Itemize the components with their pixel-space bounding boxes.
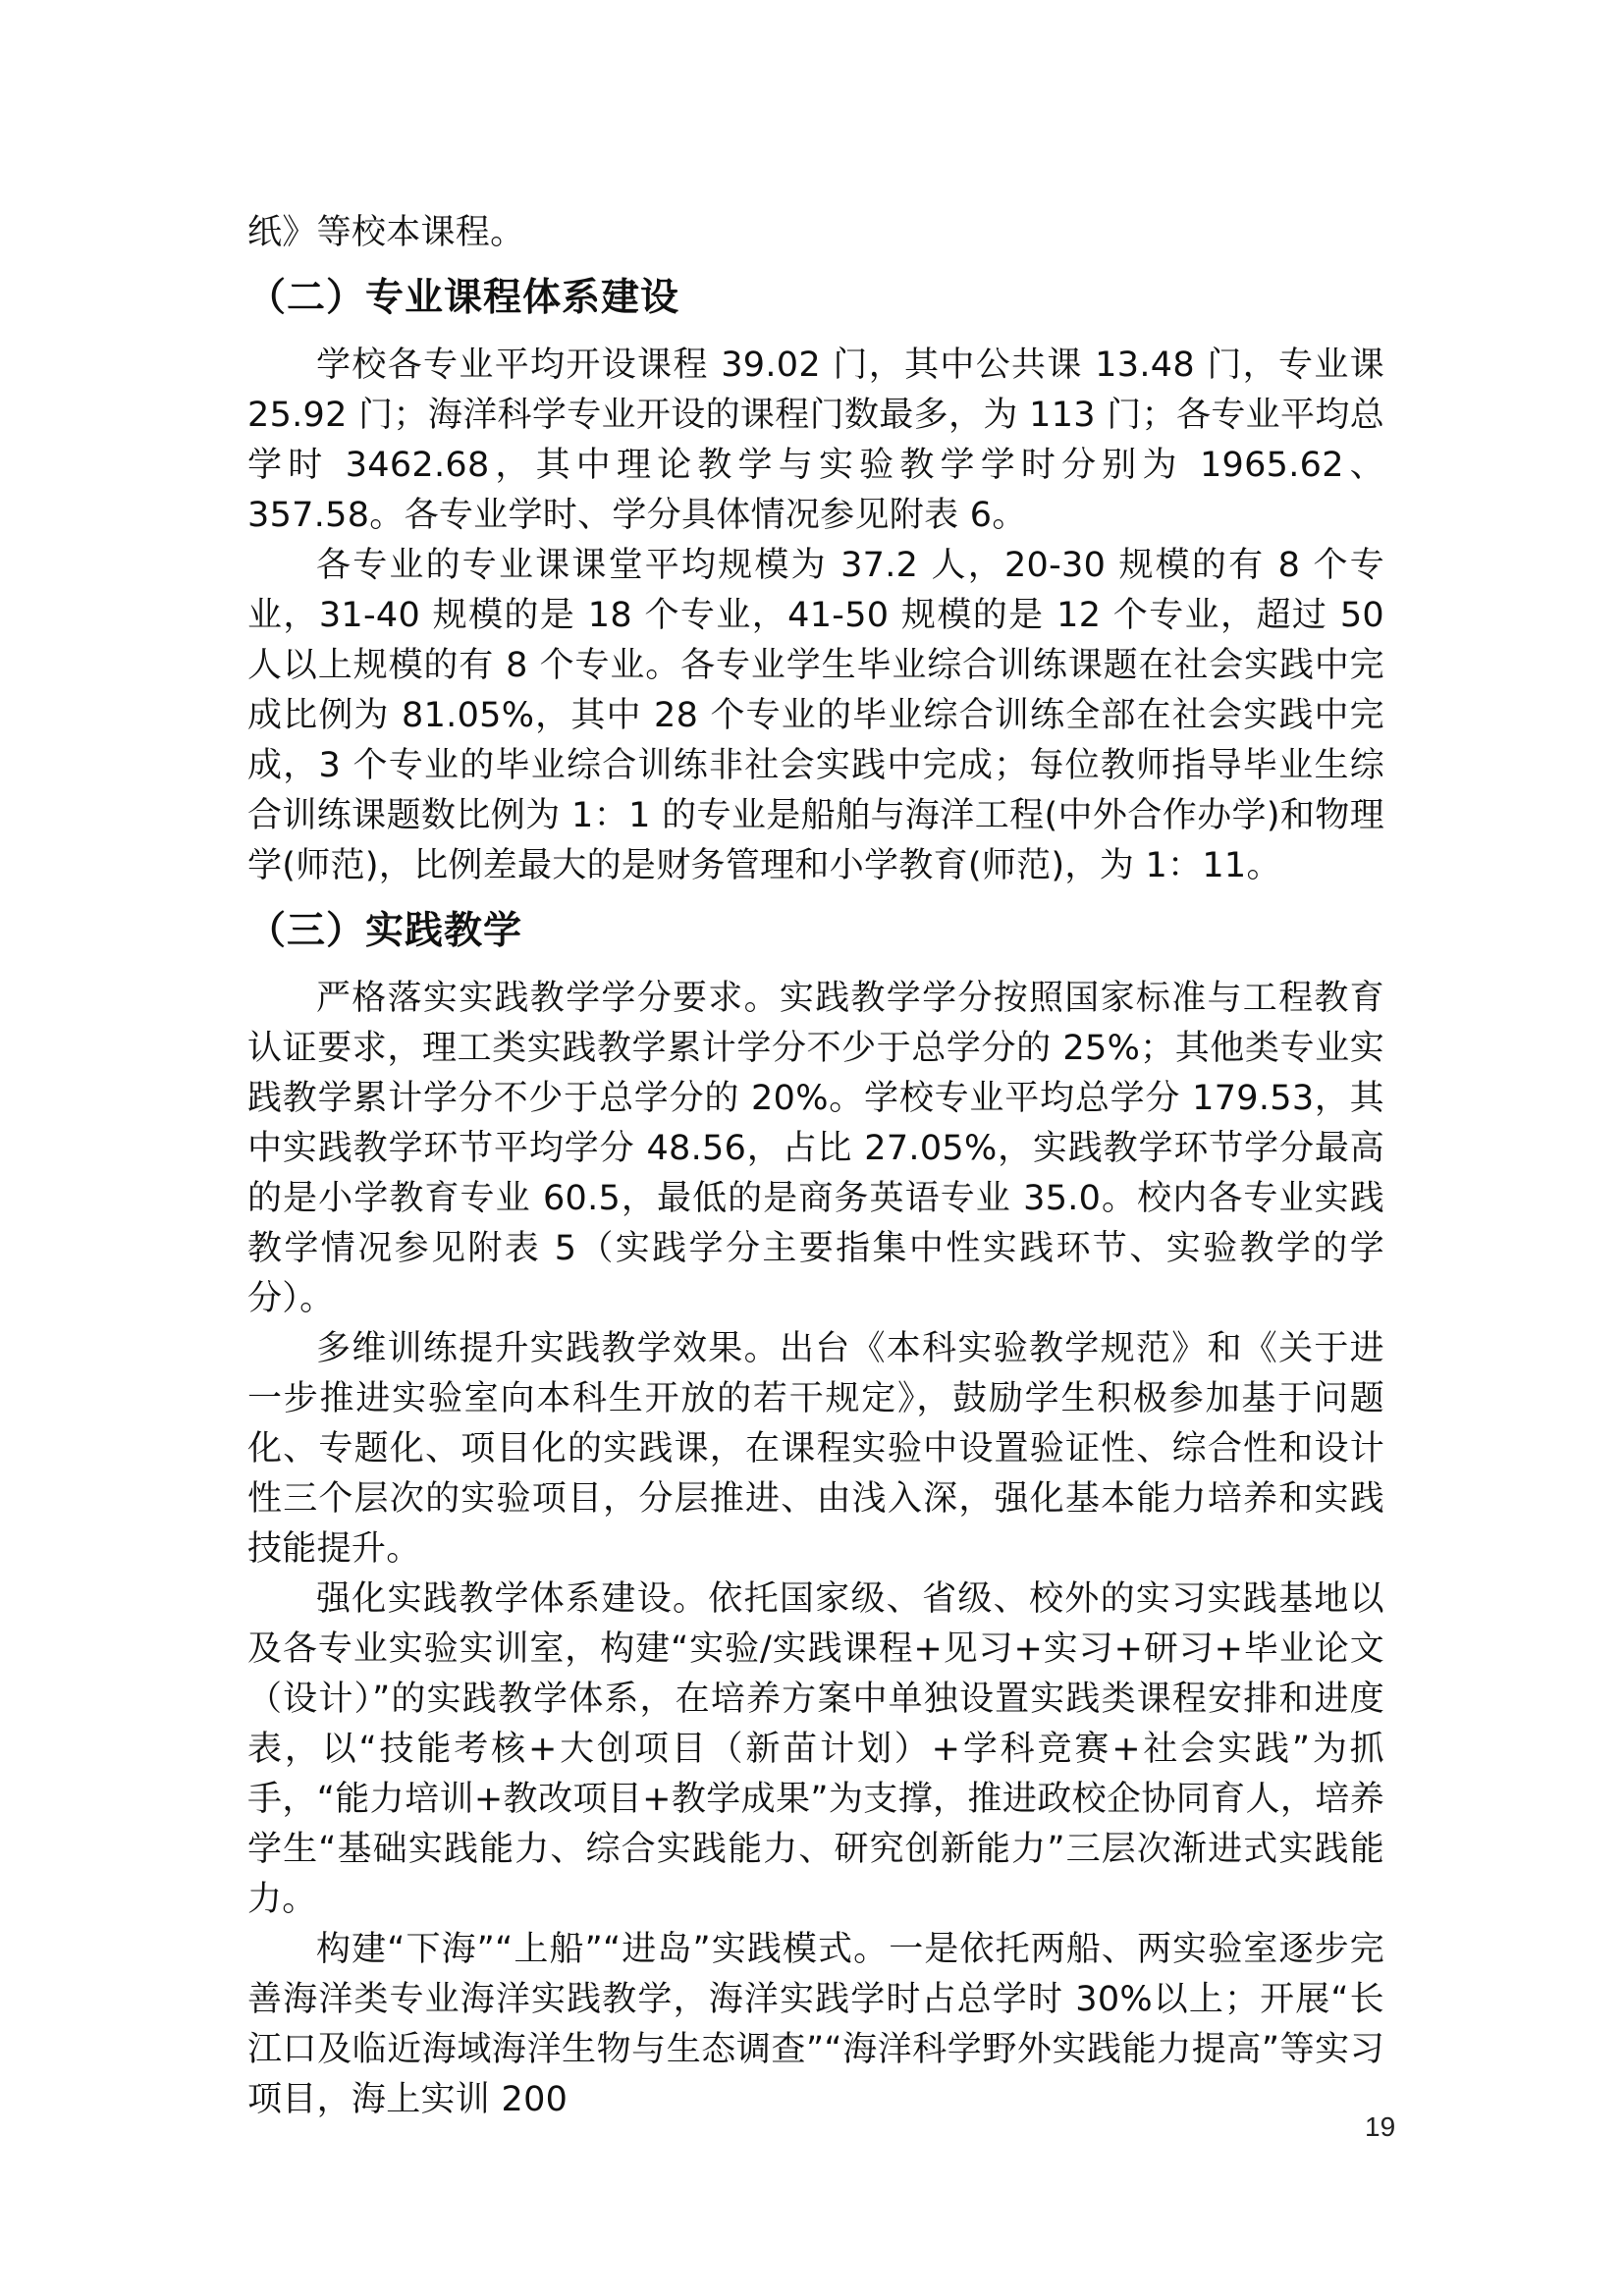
paragraph-practice-credits: 严格落实实践教学学分要求。实践教学学分按照国家标准与工程教育认证要求，理工类实践教学累计学分不少于总学分的 25%；其他类专业实践教学累计学分不少于总学分的 20%。学校专业平均总学分 179.53，其中实践教学环节平均学分 48.56，占比 27.05%，实践教学环节学分最高的是小学教育专业 60.5，最低的是商务英语专业 35.0。校内各专业实践教学情况参见附表 5（实践学分主要指集中性实践环节、实验教学的学分）。 — [247, 979, 1384, 1318]
document-page — [247, 208, 1384, 2125]
section-heading-practice: （三）实践教学 — [247, 909, 523, 953]
paragraph-practice-training: 多维训练提升实践教学效果。出台《本科实验教学规范》和《关于进一步推进实验室向本科生开放的若干规定》，鼓励学生积极参加基于问题化、专题化、项目化的实践课，在课程实验中设置验证性、综合性和设计性三个层次的实验项目，分层推进、由浅入深，强化基本能力培养和实践技能提升。 — [247, 1329, 1384, 1569]
section-heading-curriculum: （二）专业课程体系建设 — [247, 276, 680, 320]
paragraph-class-size: 各专业的专业课课堂平均规模为 37.2 人，20-30 规模的有 8 个专业，31-40 规模的是 18 个专业，41-50 规模的是 12 个专业，超过 50 人以上规模的有 8 个专业。各专业学生毕业综合训练课题在社会实践中完成比例为 81.05%，其中 28 个专业的毕业综合训练全部在社会实践中完成，3 个专业的毕业综合训练非社会实践中完成；每位教师指导毕业生综合训练课题数比例为 1：1 的专业是船舶与海洋工程(中外合作办学)和物理学(师范)，比例差最大的是财务管理和小学教育(师范)，为 1：11。 — [247, 546, 1384, 885]
paragraph-practice-mode: 构建“下海”“上船”“进岛”实践模式。一是依托两船、两实验室逐步完善海洋类专业海洋实践教学，海洋实践学时占总学时 30%以上；开展“长江口及临近海域海洋生物与生态调查”“海洋科学野外实践能力提高”等实习项目，海上实训 200 — [247, 1930, 1384, 2119]
page-number: 19 — [1365, 2111, 1396, 2142]
paragraph-practice-system: 强化实践教学体系建设。依托国家级、省级、校外的实习实践基地以及各专业实验实训室，构建“实验/实践课程+见习+实习+研习+毕业论文（设计）”的实践教学体系，在培养方案中单独设置实践类课程安排和进度表，以“技能考核+大创项目（新苗计划）+学科竞赛+社会实践”为抓手，“能力培训+教改项目+教学成果”为支撑，推进政校企协同育人，培养学生“基础实践能力、综合实践能力、研究创新能力”三层次渐进式实践能力。 — [247, 1579, 1384, 1919]
paragraph-course-stats: 学校各专业平均开设课程 39.02 门，其中公共课 13.48 门，专业课 25.92 门；海洋科学专业开设的课程门数最多，为 113 门；各专业平均总学时 3462.68，其中理论教学与实验教学学时分别为 1965.62、357.58。各专业学时、学分具体情况参见附表 6。 — [247, 346, 1384, 535]
continuation-text: 纸》等校本课程。 — [247, 213, 525, 252]
